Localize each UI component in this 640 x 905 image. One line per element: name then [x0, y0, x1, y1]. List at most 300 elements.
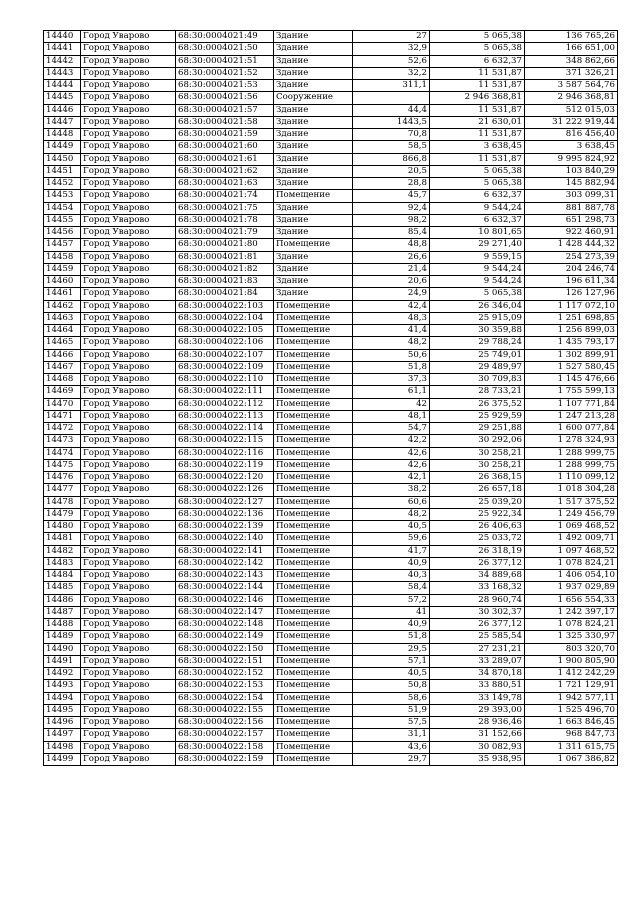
locality-cell: Город Уварово [81, 276, 176, 288]
area-cell: 92,4 [353, 202, 430, 214]
table-row [44, 116, 618, 128]
specific-value-cell: 30 258,21 [430, 459, 525, 471]
locality-cell: Город Уварово [81, 594, 176, 606]
locality-cell: Город Уварово [81, 668, 176, 680]
row-number-cell: 14475 [44, 459, 81, 471]
table-row [44, 251, 618, 263]
specific-value-cell: 9 544,24 [430, 276, 525, 288]
table-row [44, 214, 618, 226]
cadastral-value-cell: 1 412 242,29 [525, 668, 618, 680]
cadastral-number-cell: 68:30:0004022:159 [176, 753, 274, 765]
locality-cell: Город Уварово [81, 202, 176, 214]
area-cell: 42,6 [353, 459, 430, 471]
specific-value-cell: 26 377,12 [430, 619, 525, 631]
specific-value-cell: 25 922,34 [430, 508, 525, 520]
specific-value-cell: 3 638,45 [430, 141, 525, 153]
specific-value-cell: 30 302,37 [430, 606, 525, 618]
specific-value-cell: 31 152,66 [430, 729, 525, 741]
table-row [44, 717, 618, 729]
object-type-cell: Помещение [274, 545, 353, 557]
cadastral-number-cell: 68:30:0004022:107 [176, 349, 274, 361]
table-row [44, 227, 618, 239]
cadastral-value-cell: 803 320,70 [525, 643, 618, 655]
cadastral-number-cell: 68:30:0004021:50 [176, 43, 274, 55]
table-row [44, 398, 618, 410]
row-number-cell: 14445 [44, 92, 81, 104]
area-cell: 57,1 [353, 655, 430, 667]
table-row [44, 484, 618, 496]
object-type-cell: Здание [274, 55, 353, 67]
table-row [44, 741, 618, 753]
cadastral-number-cell: 68:30:0004021:62 [176, 165, 274, 177]
cadastral-number-cell: 68:30:0004021:58 [176, 116, 274, 128]
area-cell: 31,1 [353, 729, 430, 741]
locality-cell: Город Уварово [81, 80, 176, 92]
object-type-cell: Помещение [274, 741, 353, 753]
cadastral-number-cell: 68:30:0004022:146 [176, 594, 274, 606]
specific-value-cell: 29 271,40 [430, 239, 525, 251]
specific-value-cell: 34 870,18 [430, 668, 525, 680]
specific-value-cell: 26 377,12 [430, 557, 525, 569]
area-cell: 45,7 [353, 190, 430, 202]
cadastral-number-cell: 68:30:0004021:51 [176, 55, 274, 67]
locality-cell: Город Уварово [81, 104, 176, 116]
row-number-cell: 14456 [44, 227, 81, 239]
cadastral-value-cell: 1 078 824,21 [525, 557, 618, 569]
object-type-cell: Здание [274, 153, 353, 165]
object-type-cell: Помещение [274, 349, 353, 361]
object-type-cell: Помещение [274, 729, 353, 741]
cadastral-number-cell: 68:30:0004022:149 [176, 631, 274, 643]
row-number-cell: 14443 [44, 67, 81, 79]
cadastral-value-cell: 1 067 386,82 [525, 753, 618, 765]
object-type-cell: Помещение [274, 300, 353, 312]
area-cell: 58,6 [353, 692, 430, 704]
cadastral-number-cell: 68:30:0004022:114 [176, 423, 274, 435]
locality-cell: Город Уварово [81, 521, 176, 533]
area-cell: 42,1 [353, 472, 430, 484]
area-cell: 42,6 [353, 447, 430, 459]
cadastral-value-cell: 1 288 999,75 [525, 447, 618, 459]
area-cell: 40,5 [353, 521, 430, 533]
cadastral-number-cell: 68:30:0004022:111 [176, 386, 274, 398]
row-number-cell: 14488 [44, 619, 81, 631]
area-cell: 42,4 [353, 300, 430, 312]
specific-value-cell: 28 936,46 [430, 717, 525, 729]
table-row [44, 521, 618, 533]
specific-value-cell: 26 657,18 [430, 484, 525, 496]
cadastral-number-cell: 68:30:0004022:158 [176, 741, 274, 753]
locality-cell: Город Уварово [81, 92, 176, 104]
object-type-cell: Помещение [274, 606, 353, 618]
cadastral-value-cell: 9 995 824,92 [525, 153, 618, 165]
cadastral-value-cell: 1 900 805,90 [525, 655, 618, 667]
cadastral-value-cell: 1 517 375,52 [525, 496, 618, 508]
cadastral-value-cell: 371 326,21 [525, 67, 618, 79]
area-cell: 40,5 [353, 668, 430, 680]
specific-value-cell: 30 359,88 [430, 325, 525, 337]
table-row [44, 263, 618, 275]
object-type-cell: Помещение [274, 619, 353, 631]
row-number-cell: 14495 [44, 704, 81, 716]
row-number-cell: 14481 [44, 533, 81, 545]
cadastral-number-cell: 68:30:0004021:59 [176, 129, 274, 141]
object-type-cell: Помещение [274, 459, 353, 471]
row-number-cell: 14472 [44, 423, 81, 435]
cadastral-value-cell: 1 278 324,93 [525, 435, 618, 447]
cadastral-value-cell: 1 242 397,17 [525, 606, 618, 618]
cadastral-value-cell: 1 428 444,32 [525, 239, 618, 251]
cadastral-value-cell: 1 942 577,11 [525, 692, 618, 704]
locality-cell: Город Уварово [81, 361, 176, 373]
table-row [44, 533, 618, 545]
object-type-cell: Помещение [274, 361, 353, 373]
object-type-cell: Здание [274, 202, 353, 214]
area-cell: 57,2 [353, 594, 430, 606]
area-cell: 27 [353, 31, 430, 43]
table-row [44, 410, 618, 422]
locality-cell: Город Уварово [81, 753, 176, 765]
specific-value-cell: 29 489,97 [430, 361, 525, 373]
cadastral-number-cell: 68:30:0004022:141 [176, 545, 274, 557]
locality-cell: Город Уварово [81, 251, 176, 263]
cadastral-value-cell: 651 298,73 [525, 214, 618, 226]
locality-cell: Город Уварово [81, 631, 176, 643]
table-body [44, 31, 618, 766]
cadastral-number-cell: 68:30:0004021:63 [176, 178, 274, 190]
object-type-cell: Помещение [274, 717, 353, 729]
table-row [44, 312, 618, 324]
specific-value-cell: 35 938,95 [430, 753, 525, 765]
cadastral-value-cell: 1 069 468,52 [525, 521, 618, 533]
cadastral-value-table [43, 30, 618, 766]
locality-cell: Город Уварово [81, 496, 176, 508]
cadastral-value-cell: 1 937 029,89 [525, 582, 618, 594]
table-row [44, 447, 618, 459]
area-cell: 29,7 [353, 753, 430, 765]
area-cell: 58,5 [353, 141, 430, 153]
cadastral-number-cell: 68:30:0004022:144 [176, 582, 274, 594]
specific-value-cell: 6 632,37 [430, 190, 525, 202]
row-number-cell: 14447 [44, 116, 81, 128]
area-cell: 51,9 [353, 704, 430, 716]
row-number-cell: 14449 [44, 141, 81, 153]
row-number-cell: 14462 [44, 300, 81, 312]
table-row [44, 753, 618, 765]
cadastral-value-cell: 881 887,78 [525, 202, 618, 214]
area-cell: 41,7 [353, 545, 430, 557]
object-type-cell: Здание [274, 129, 353, 141]
row-number-cell: 14473 [44, 435, 81, 447]
object-type-cell: Помещение [274, 668, 353, 680]
locality-cell: Город Уварово [81, 178, 176, 190]
cadastral-number-cell: 68:30:0004021:53 [176, 80, 274, 92]
row-number-cell: 14478 [44, 496, 81, 508]
object-type-cell: Здание [274, 165, 353, 177]
cadastral-value-cell: 196 611,34 [525, 276, 618, 288]
locality-cell: Город Уварово [81, 43, 176, 55]
locality-cell: Город Уварово [81, 190, 176, 202]
cadastral-number-cell: 68:30:0004022:140 [176, 533, 274, 545]
locality-cell: Город Уварово [81, 545, 176, 557]
area-cell: 54,7 [353, 423, 430, 435]
locality-cell: Город Уварово [81, 410, 176, 422]
specific-value-cell: 25 929,59 [430, 410, 525, 422]
locality-cell: Город Уварово [81, 325, 176, 337]
table-row [44, 692, 618, 704]
cadastral-number-cell: 68:30:0004021:74 [176, 190, 274, 202]
area-cell: 59,6 [353, 533, 430, 545]
area-cell: 40,9 [353, 557, 430, 569]
object-type-cell: Помещение [274, 692, 353, 704]
locality-cell: Город Уварово [81, 729, 176, 741]
locality-cell: Город Уварово [81, 239, 176, 251]
table-row [44, 386, 618, 398]
cadastral-value-cell: 2 946 368,81 [525, 92, 618, 104]
specific-value-cell: 25 033,72 [430, 533, 525, 545]
locality-cell: Город Уварово [81, 741, 176, 753]
specific-value-cell: 2 946 368,81 [430, 92, 525, 104]
cadastral-value-cell: 348 862,66 [525, 55, 618, 67]
table-row [44, 104, 618, 116]
object-type-cell: Помещение [274, 435, 353, 447]
area-cell: 21,4 [353, 263, 430, 275]
locality-cell: Город Уварово [81, 374, 176, 386]
table-row [44, 165, 618, 177]
cadastral-number-cell: 68:30:0004021:56 [176, 92, 274, 104]
specific-value-cell: 11 531,87 [430, 80, 525, 92]
object-type-cell: Здание [274, 31, 353, 43]
cadastral-number-cell: 68:30:0004021:49 [176, 31, 274, 43]
cadastral-value-cell: 3 587 564,76 [525, 80, 618, 92]
object-type-cell: Помещение [274, 631, 353, 643]
table-row [44, 374, 618, 386]
specific-value-cell: 5 065,38 [430, 31, 525, 43]
row-number-cell: 14497 [44, 729, 81, 741]
cadastral-value-cell: 1 721 129,91 [525, 680, 618, 692]
row-number-cell: 14489 [44, 631, 81, 643]
area-cell: 32,9 [353, 43, 430, 55]
cadastral-number-cell: 68:30:0004022:136 [176, 508, 274, 520]
table-row [44, 655, 618, 667]
row-number-cell: 14490 [44, 643, 81, 655]
specific-value-cell: 5 065,38 [430, 165, 525, 177]
cadastral-value-cell: 1 117 072,10 [525, 300, 618, 312]
specific-value-cell: 33 168,32 [430, 582, 525, 594]
cadastral-number-cell: 68:30:0004022:126 [176, 484, 274, 496]
cadastral-number-cell: 68:30:0004022:157 [176, 729, 274, 741]
table-row [44, 276, 618, 288]
locality-cell: Город Уварово [81, 67, 176, 79]
area-cell: 866,8 [353, 153, 430, 165]
table-row [44, 55, 618, 67]
cadastral-value-cell: 1 302 899,91 [525, 349, 618, 361]
row-number-cell: 14452 [44, 178, 81, 190]
object-type-cell: Помещение [274, 533, 353, 545]
cadastral-number-cell: 68:30:0004022:120 [176, 472, 274, 484]
table-row [44, 141, 618, 153]
table-row [44, 423, 618, 435]
object-type-cell: Помещение [274, 484, 353, 496]
specific-value-cell: 30 082,93 [430, 741, 525, 753]
locality-cell: Город Уварово [81, 165, 176, 177]
specific-value-cell: 30 709,83 [430, 374, 525, 386]
locality-cell: Город Уварово [81, 472, 176, 484]
locality-cell: Город Уварово [81, 263, 176, 275]
object-type-cell: Помещение [274, 325, 353, 337]
area-cell: 44,4 [353, 104, 430, 116]
cadastral-value-cell: 1 256 899,03 [525, 325, 618, 337]
row-number-cell: 14496 [44, 717, 81, 729]
specific-value-cell: 29 788,24 [430, 337, 525, 349]
object-type-cell: Здание [274, 178, 353, 190]
specific-value-cell: 5 065,38 [430, 288, 525, 300]
object-type-cell: Помещение [274, 423, 353, 435]
row-number-cell: 14484 [44, 570, 81, 582]
row-number-cell: 14468 [44, 374, 81, 386]
locality-cell: Город Уварово [81, 680, 176, 692]
cadastral-number-cell: 68:30:0004021:84 [176, 288, 274, 300]
cadastral-value-cell: 3 638,45 [525, 141, 618, 153]
cadastral-number-cell: 68:30:0004022:119 [176, 459, 274, 471]
specific-value-cell: 28 733,21 [430, 386, 525, 398]
row-number-cell: 14487 [44, 606, 81, 618]
row-number-cell: 14458 [44, 251, 81, 263]
cadastral-number-cell: 68:30:0004021:52 [176, 67, 274, 79]
table-row [44, 129, 618, 141]
cadastral-number-cell: 68:30:0004022:103 [176, 300, 274, 312]
row-number-cell: 14465 [44, 337, 81, 349]
object-type-cell: Здание [274, 227, 353, 239]
table-row [44, 337, 618, 349]
cadastral-number-cell: 68:30:0004022:127 [176, 496, 274, 508]
row-number-cell: 14499 [44, 753, 81, 765]
row-number-cell: 14454 [44, 202, 81, 214]
table-row [44, 325, 618, 337]
object-type-cell: Помещение [274, 447, 353, 459]
area-cell: 48,8 [353, 239, 430, 251]
table-row [44, 288, 618, 300]
locality-cell: Город Уварово [81, 606, 176, 618]
table-row [44, 361, 618, 373]
row-number-cell: 14471 [44, 410, 81, 422]
cadastral-number-cell: 68:30:0004022:150 [176, 643, 274, 655]
locality-cell: Город Уварово [81, 398, 176, 410]
locality-cell: Город Уварово [81, 582, 176, 594]
locality-cell: Город Уварово [81, 423, 176, 435]
area-cell: 57,5 [353, 717, 430, 729]
cadastral-value-cell: 1 755 599,13 [525, 386, 618, 398]
cadastral-value-cell: 1 078 824,21 [525, 619, 618, 631]
cadastral-value-cell: 1 663 846,45 [525, 717, 618, 729]
area-cell: 28,8 [353, 178, 430, 190]
table-row [44, 643, 618, 655]
locality-cell: Город Уварово [81, 619, 176, 631]
cadastral-number-cell: 68:30:0004022:115 [176, 435, 274, 447]
cadastral-value-cell: 303 099,31 [525, 190, 618, 202]
area-cell: 61,1 [353, 386, 430, 398]
table-row [44, 67, 618, 79]
specific-value-cell: 25 749,01 [430, 349, 525, 361]
locality-cell: Город Уварово [81, 643, 176, 655]
area-cell: 41 [353, 606, 430, 618]
table-row [44, 202, 618, 214]
cadastral-value-cell: 1 435 793,17 [525, 337, 618, 349]
specific-value-cell: 6 632,37 [430, 55, 525, 67]
table-row [44, 300, 618, 312]
row-number-cell: 14483 [44, 557, 81, 569]
cadastral-number-cell: 68:30:0004021:80 [176, 239, 274, 251]
cadastral-number-cell: 68:30:0004022:154 [176, 692, 274, 704]
area-cell: 50,6 [353, 349, 430, 361]
cadastral-value-cell: 204 246,74 [525, 263, 618, 275]
area-cell: 43,6 [353, 741, 430, 753]
object-type-cell: Помещение [274, 594, 353, 606]
object-type-cell: Помещение [274, 643, 353, 655]
row-number-cell: 14491 [44, 655, 81, 667]
specific-value-cell: 29 251,88 [430, 423, 525, 435]
object-type-cell: Здание [274, 141, 353, 153]
area-cell: 311,1 [353, 80, 430, 92]
cadastral-number-cell: 68:30:0004021:79 [176, 227, 274, 239]
specific-value-cell: 33 149,78 [430, 692, 525, 704]
cadastral-value-cell: 1 325 330,97 [525, 631, 618, 643]
cadastral-number-cell: 68:30:0004022:142 [176, 557, 274, 569]
locality-cell: Город Уварово [81, 153, 176, 165]
area-cell: 24,9 [353, 288, 430, 300]
locality-cell: Город Уварово [81, 484, 176, 496]
locality-cell: Город Уварово [81, 312, 176, 324]
area-cell: 60,6 [353, 496, 430, 508]
table-row [44, 92, 618, 104]
table-row [44, 43, 618, 55]
locality-cell: Город Уварово [81, 655, 176, 667]
area-cell: 51,8 [353, 631, 430, 643]
specific-value-cell: 11 531,87 [430, 129, 525, 141]
cadastral-value-cell: 1 527 580,45 [525, 361, 618, 373]
area-cell: 51,8 [353, 361, 430, 373]
cadastral-value-cell: 1 656 554,33 [525, 594, 618, 606]
table-row [44, 594, 618, 606]
object-type-cell: Помещение [274, 472, 353, 484]
cadastral-number-cell: 68:30:0004021:81 [176, 251, 274, 263]
locality-cell: Город Уварово [81, 557, 176, 569]
object-type-cell: Здание [274, 263, 353, 275]
cadastral-value-cell: 512 015,03 [525, 104, 618, 116]
object-type-cell: Помещение [274, 508, 353, 520]
area-cell: 85,4 [353, 227, 430, 239]
object-type-cell: Помещение [274, 582, 353, 594]
area-cell: 20,5 [353, 165, 430, 177]
cadastral-number-cell: 68:30:0004022:112 [176, 398, 274, 410]
locality-cell: Город Уварово [81, 459, 176, 471]
table-row [44, 582, 618, 594]
specific-value-cell: 5 065,38 [430, 178, 525, 190]
row-number-cell: 14451 [44, 165, 81, 177]
cadastral-number-cell: 68:30:0004022:113 [176, 410, 274, 422]
area-cell: 48,2 [353, 508, 430, 520]
row-number-cell: 14485 [44, 582, 81, 594]
row-number-cell: 14459 [44, 263, 81, 275]
locality-cell: Город Уварово [81, 288, 176, 300]
locality-cell: Город Уварово [81, 349, 176, 361]
object-type-cell: Помещение [274, 239, 353, 251]
row-number-cell: 14494 [44, 692, 81, 704]
specific-value-cell: 26 318,19 [430, 545, 525, 557]
cadastral-value-cell: 1 525 496,70 [525, 704, 618, 716]
table-row [44, 472, 618, 484]
specific-value-cell: 5 065,38 [430, 43, 525, 55]
